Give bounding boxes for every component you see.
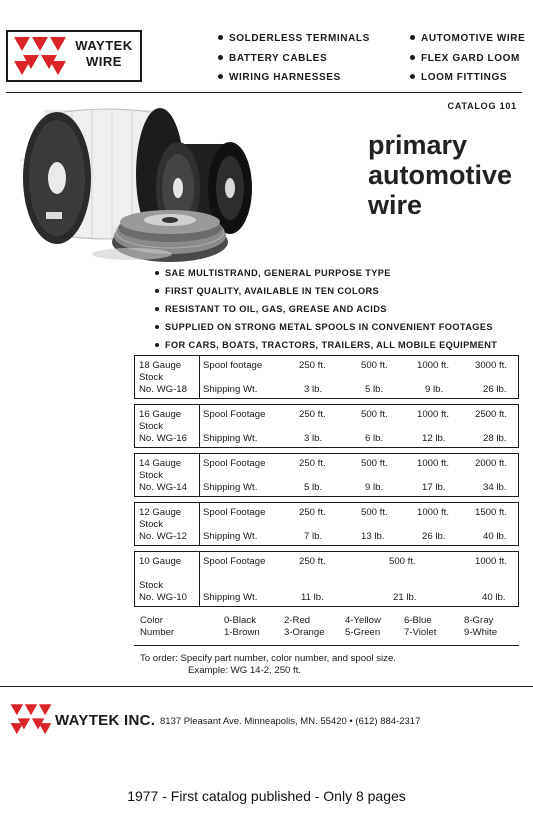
stock-number: No. WG-10 (139, 592, 187, 603)
weight-value: 17 lb. (422, 482, 446, 493)
gauge-label: 16 Gauge (139, 409, 182, 420)
table-divider (199, 503, 200, 545)
stock-number: No. WG-14 (139, 482, 187, 493)
footage-value: 1000 ft. (475, 556, 508, 567)
color-code: 6-Blue (404, 615, 432, 626)
title-line: primary (368, 130, 468, 160)
feature-item: BATTERY CABLES (218, 53, 327, 64)
weight-value: 5 lb. (365, 384, 384, 395)
order-line: To order: Specify part number, color number, and spool size. (140, 653, 396, 664)
feature-item: SOLDERLESS TERMINALS (218, 33, 370, 44)
gauge-table-18 (134, 355, 519, 399)
stock-label: Stock (139, 421, 163, 432)
catalog-number: CATALOG 101 (447, 101, 517, 111)
stock-number: No. WG-12 (139, 531, 187, 542)
footage-value: 250 ft. (299, 556, 326, 567)
color-code: 3-Orange (284, 627, 325, 638)
stock-label: Stock (139, 372, 163, 383)
bullet-icon (155, 307, 159, 311)
gauge-table-16 (134, 404, 519, 448)
color-code: 4-Yellow (345, 615, 381, 626)
bullet-icon (218, 55, 223, 60)
title-line: wire (368, 190, 423, 220)
footer-logo-icon (9, 702, 53, 738)
color-code: 5-Green (345, 627, 381, 638)
colors-divider (134, 645, 519, 646)
bullet-icon (218, 74, 223, 79)
order-instructions (140, 653, 396, 677)
feature-item: WIRING HARNESSES (218, 72, 341, 83)
bullet-icon (155, 289, 159, 293)
weight-value: 21 lb. (393, 592, 417, 603)
footage-label: Spool Footage (203, 556, 266, 567)
footage-label: Spool Footage (203, 458, 266, 469)
bullet-icon (155, 271, 159, 275)
weight-label: Shipping Wt. (203, 384, 258, 395)
bullet-icon (410, 74, 415, 79)
bullet-icon (155, 325, 159, 329)
bullet-item: FOR CARS, BOATS, TRACTORS, TRAILERS, ALL MOBILE EQUIPMENT (155, 340, 497, 358)
gauge-table-14 (134, 453, 519, 497)
image-caption: 1977 - First catalog published - Only 8 pages (127, 788, 406, 804)
weight-label: Shipping Wt. (203, 592, 258, 603)
footage-value: 500 ft. (361, 360, 388, 371)
footage-value: 500 ft. (389, 556, 416, 567)
feature-bullets (155, 268, 497, 358)
color-code: 7-Violet (404, 627, 437, 638)
weight-value: 12 lb. (422, 433, 446, 444)
footage-label: Spool Footage (203, 507, 266, 518)
brand-name-line2: WIRE (86, 54, 122, 69)
weight-value: 7 lb. (304, 531, 323, 542)
footage-value: 1000 ft. (417, 458, 450, 469)
footage-label: Spool Footage (203, 409, 266, 420)
weight-value: 40 lb. (483, 531, 507, 542)
waytek-logo-icon (12, 35, 68, 79)
bullet-item: SAE MULTISTRAND, GENERAL PURPOSE TYPE (155, 268, 497, 286)
feature-item: AUTOMOTIVE WIRE (410, 33, 525, 44)
table-divider (199, 454, 200, 496)
footage-value: 3000 ft. (475, 360, 508, 371)
footage-label: Spool footage (203, 360, 263, 371)
gauge-label: 12 Gauge (139, 507, 182, 518)
weight-value: 26 lb. (483, 384, 507, 395)
stock-number: No. WG-16 (139, 433, 187, 444)
bullet-item: SUPPLIED ON STRONG METAL SPOOLS IN CONVENIENT FOOTAGES (155, 322, 497, 340)
title-line: automotive (368, 160, 513, 190)
bullet-item: FIRST QUALITY, AVAILABLE IN TEN COLORS (155, 286, 497, 304)
weight-value: 26 lb. (422, 531, 446, 542)
weight-value: 28 lb. (483, 433, 507, 444)
color-code: 2-Red (284, 615, 311, 626)
color-codes (140, 615, 520, 641)
color-code: 1-Brown (224, 627, 260, 638)
footage-value: 500 ft. (361, 458, 388, 469)
color-heading: Color (140, 615, 163, 626)
footage-value: 2500 ft. (475, 409, 508, 420)
brand-logo (6, 30, 142, 82)
weight-value: 3 lb. (304, 384, 323, 395)
stock-number: No. WG-18 (139, 384, 187, 395)
weight-value: 6 lb. (365, 433, 384, 444)
bullet-icon (410, 55, 415, 60)
color-code: 0-Black (224, 615, 256, 626)
table-divider (199, 552, 200, 606)
weight-label: Shipping Wt. (203, 531, 258, 542)
gauge-label: 10 Gauge (139, 556, 182, 567)
brand-name (70, 38, 138, 70)
bullet-icon (218, 35, 223, 40)
brand-name-line1: WAYTEK (75, 38, 133, 53)
gauge-label: 18 Gauge (139, 360, 182, 371)
table-divider (199, 405, 200, 447)
footage-value: 250 ft. (299, 458, 326, 469)
color-heading: Number (140, 627, 175, 638)
header-divider (6, 92, 522, 93)
weight-value: 11 lb. (301, 592, 324, 603)
weight-value: 9 lb. (365, 482, 384, 493)
gauge-table-12 (134, 502, 519, 546)
page-title (368, 130, 512, 220)
weight-label: Shipping Wt. (203, 482, 258, 493)
wire-spools-photo (12, 104, 260, 264)
footage-value: 250 ft. (299, 507, 326, 518)
bullet-item: RESISTANT TO OIL, GAS, GREASE AND ACIDS (155, 304, 497, 322)
footage-value: 250 ft. (299, 409, 326, 420)
weight-label: Shipping Wt. (203, 433, 258, 444)
footage-value: 1500 ft. (475, 507, 508, 518)
gauge-table-10 (134, 551, 519, 607)
footage-value: 2000 ft. (475, 458, 508, 469)
weight-value: 34 lb. (483, 482, 507, 493)
feature-item: LOOM FITTINGS (410, 72, 507, 83)
feature-item: FLEX GARD LOOM (410, 53, 520, 64)
stock-label: Stock (139, 519, 163, 530)
footage-value: 1000 ft. (417, 409, 450, 420)
bullet-icon (410, 35, 415, 40)
bullet-icon (155, 343, 159, 347)
footage-value: 1000 ft. (417, 507, 450, 518)
stock-label: Stock (139, 580, 163, 591)
footer-company: WAYTEK INC. (55, 712, 156, 729)
footer-address: 8137 Pleasant Ave. Minneapolis, MN. 55420 • (612) 884-2317 (160, 716, 421, 727)
footage-value: 500 ft. (361, 507, 388, 518)
gauge-label: 14 Gauge (139, 458, 182, 469)
weight-value: 9 lb. (425, 384, 444, 395)
color-code: 8-Gray (464, 615, 494, 626)
weight-value: 40 lb. (482, 592, 506, 603)
footage-value: 1000 ft. (417, 360, 450, 371)
stock-label: Stock (139, 470, 163, 481)
footer-divider (0, 686, 533, 687)
order-example: Example: WG 14-2, 250 ft. (188, 665, 302, 676)
weight-value: 13 lb. (361, 531, 385, 542)
table-divider (199, 356, 200, 398)
footage-value: 250 ft. (299, 360, 326, 371)
weight-value: 5 lb. (304, 482, 323, 493)
footage-value: 500 ft. (361, 409, 388, 420)
weight-value: 3 lb. (304, 433, 323, 444)
color-code: 9-White (464, 627, 498, 638)
